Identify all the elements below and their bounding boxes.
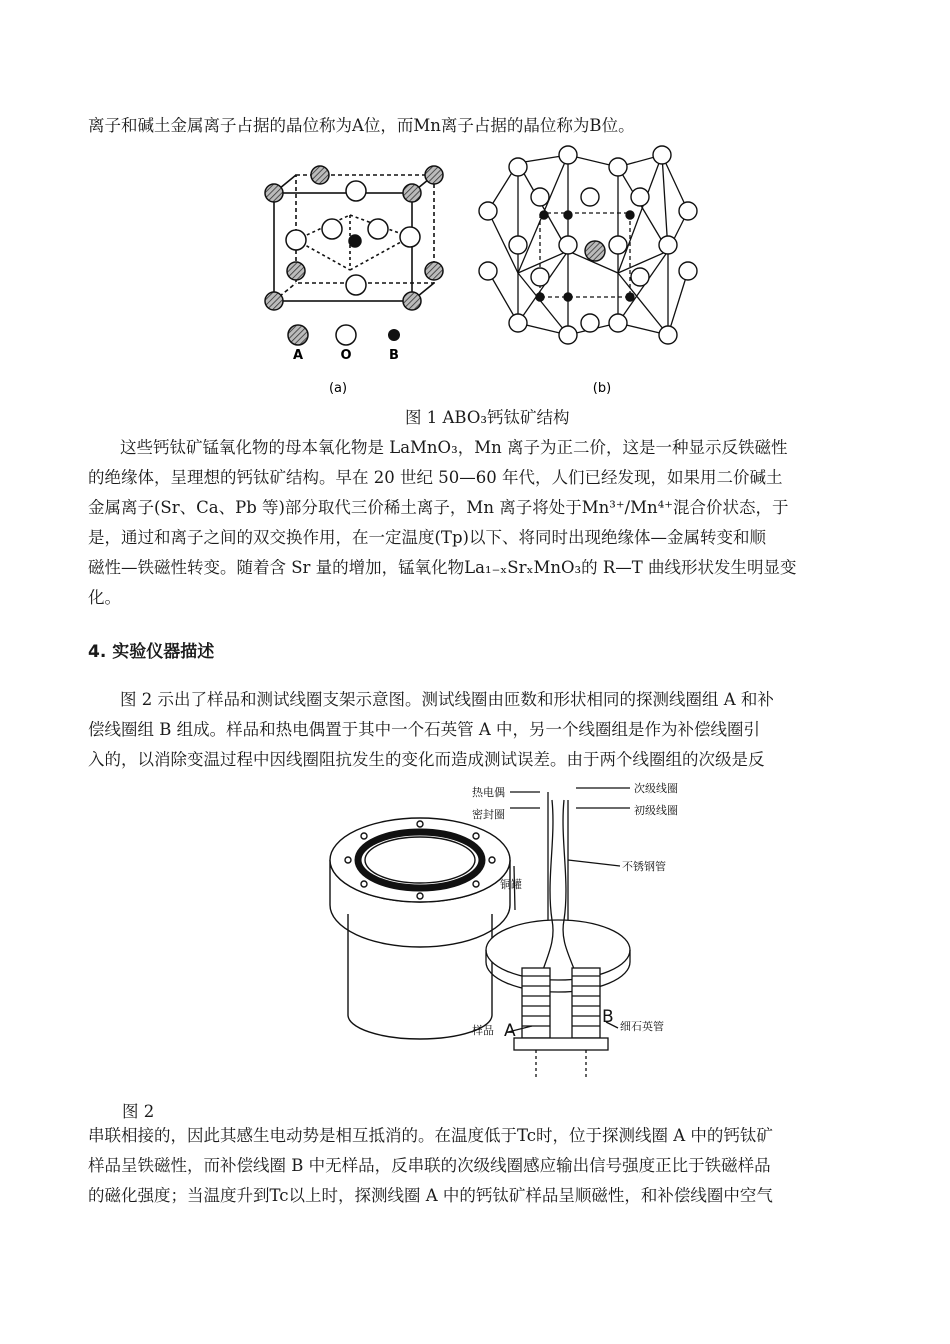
subfigure-label-b: (b) — [592, 381, 612, 396]
text-line: 入的，以消除变温过程中因线圈阻抗发生的变化而造成测试误差。由于两个线圈组的次级是反 — [88, 750, 765, 769]
section-heading: 4. 实验仪器描述 — [88, 642, 215, 662]
text-line: 偿线圈组 B 组成。样品和热电偶置于其中一个石英管 A 中，另一个线圈组是作为补偿线圈引 — [88, 720, 761, 739]
legend-b-atom-icon — [388, 329, 400, 341]
atoms-b — [479, 146, 697, 344]
text-line: 的绝缘体，呈理想的钙钛矿结构。早在 20 世纪 50—60 年代，人们已经发现，如果用二价碱土 — [88, 468, 783, 487]
label-seal-ring: 密封圈 — [472, 808, 505, 821]
legend-a-atom-icon — [288, 325, 308, 345]
text-line: 化。 — [88, 588, 121, 607]
text-line: 样品呈铁磁性，而补偿线圈 B 中无样品，反串联的次级线圈感应输出信号强度正比于铁磁样品 — [88, 1156, 771, 1175]
legend-label-a: A — [292, 348, 304, 363]
figure-2-coil-holder — [300, 780, 700, 1095]
label-quartz-tube: 细石英管 — [620, 1020, 664, 1033]
label-coil-a: A — [504, 1021, 516, 1041]
atoms-a — [265, 166, 443, 310]
legend-o-atom-icon — [336, 325, 356, 345]
legend-label-b: B — [389, 348, 399, 363]
label-sample: 样品 — [472, 1024, 494, 1037]
text-line: 这些钙钛矿锰氧化物的母本氧化物是 LaMnO₃，Mn 离子为正二价，这是一种显示反铁磁性 — [120, 438, 788, 457]
label-steel-tube: 不锈钢管 — [622, 860, 666, 873]
label-coil-b: B — [602, 1007, 614, 1027]
text-line: 串联相接的，因此其感生电动势是相互抵消的。在温度低于Tc时，位于探测线圈 A 中的钙钛矿 — [88, 1126, 773, 1145]
label-copper-can: 铜罐 — [500, 878, 522, 891]
text-line: 离子和碱土金属离子占据的晶位称为A位，而Mn离子占据的晶位称为B位。 — [88, 116, 635, 135]
figure-1-perovskite-structure — [250, 145, 710, 400]
text-line: 是，通过和离子之间的双交换作用，在一定温度(Tp)以下、将同时出现绝缘体—金属转变和顺 — [88, 528, 766, 547]
figure-2-caption: 图 2 — [122, 1102, 155, 1121]
text-line: 磁性—铁磁性转变。随着含 Sr 量的增加，锰氧化物La₁₋ₓSrₓMnO₃的 R—T 曲线形状发生明显变 — [88, 558, 797, 577]
text-line: 图 2 示出了样品和测试线圈支架示意图。测试线圈由匝数和形状相同的探测线圈组 A 和补 — [120, 690, 774, 709]
figure-1-caption: 图 1 ABO₃钙钛矿结构 — [405, 408, 570, 427]
subfigure-label-a: (a) — [328, 381, 348, 396]
label-primary-coil: 初级线圈 — [634, 804, 678, 817]
copper-can-drawing — [330, 818, 510, 1039]
label-thermocouple: 热电偶 — [472, 786, 505, 799]
label-secondary-coil: 次级线圈 — [634, 782, 678, 795]
legend-label-o: O — [340, 348, 352, 363]
text-line: 金属离子(Sr、Ca、Pb 等)部分取代三价稀土离子，Mn 离子将处于Mn³⁺/Mn⁴⁺混合价状态，于 — [88, 498, 789, 517]
text-line: 的磁化强度；当温度升到Tc以上时，探测线圈 A 中的钙钛矿样品呈顺磁性，和补偿线圈中空气 — [88, 1186, 773, 1205]
